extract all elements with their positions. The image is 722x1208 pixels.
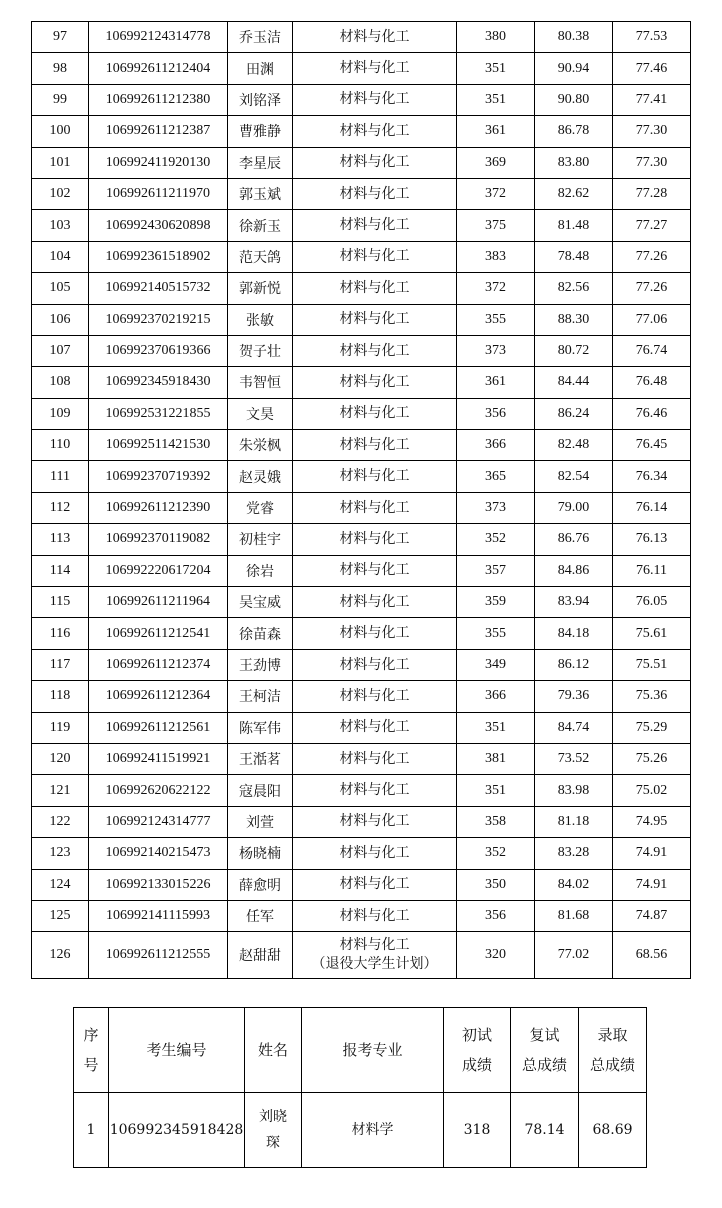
cell-retest-score: 79.00 — [535, 492, 613, 523]
cell-name: 曹雅静 — [228, 116, 293, 147]
cell-initial-score: 366 — [457, 430, 535, 461]
table-row — [32, 649, 691, 680]
cell-name: 吴宝威 — [228, 587, 293, 618]
cell-total-score: 77.28 — [613, 178, 691, 209]
cell-total-score: 75.51 — [613, 649, 691, 680]
table-row — [32, 178, 691, 209]
table-row — [32, 335, 691, 366]
cell-total-score: 76.48 — [613, 367, 691, 398]
cell-no: 113 — [32, 524, 89, 555]
cell-name: 范天鸽 — [228, 241, 293, 272]
cell-major: 材料与化工 — [293, 335, 457, 366]
cell-initial-score: 361 — [457, 367, 535, 398]
cell-initial-score: 351 — [457, 712, 535, 743]
cell-name: 文昊 — [228, 398, 293, 429]
cell-no: 114 — [32, 555, 89, 586]
cell-id: 106992411519921 — [89, 743, 228, 774]
cell-major: 材料与化工 — [293, 743, 457, 774]
cell-initial-score: 381 — [457, 743, 535, 774]
cell-initial-score: 355 — [457, 618, 535, 649]
cell-initial-score: 355 — [457, 304, 535, 335]
cell-major: 材料与化工 — [293, 304, 457, 335]
cell-name: 朱泶枫 — [228, 430, 293, 461]
cell-no: 120 — [32, 743, 89, 774]
cell-initial-score: 349 — [457, 649, 535, 680]
cell-name: 田渊 — [228, 53, 293, 84]
table-row — [32, 241, 691, 272]
cell-retest-score: 84.44 — [535, 367, 613, 398]
cell-retest-score: 73.52 — [535, 743, 613, 774]
cell-major: 材料与化工 — [293, 775, 457, 806]
cell-name: 寇晨阳 — [228, 775, 293, 806]
table-row — [32, 900, 691, 931]
cell-initial-score: 373 — [457, 335, 535, 366]
cell-no: 103 — [32, 210, 89, 241]
cell-total-score: 68.56 — [613, 932, 691, 979]
cell-name: 李星辰 — [228, 147, 293, 178]
cell-name: 张敏 — [228, 304, 293, 335]
cell-id: 106992124314777 — [89, 806, 228, 837]
cell-total-score: 77.41 — [613, 84, 691, 115]
header-row — [74, 1008, 647, 1093]
cell-name: 杨晓楠 — [228, 838, 293, 869]
table-row — [32, 712, 691, 743]
cell-major: 材料与化工 — [293, 398, 457, 429]
cell-major: 材料与化工 — [293, 900, 457, 931]
table-row — [32, 430, 691, 461]
cell-id: 106992370719392 — [89, 461, 228, 492]
cell-id: 106992531221855 — [89, 398, 228, 429]
cell-name: 徐苗森 — [228, 618, 293, 649]
cell-retest-score: 82.48 — [535, 430, 613, 461]
cell-total-score: 76.34 — [613, 461, 691, 492]
cell-initial-score: 366 — [457, 681, 535, 712]
cell-initial-score: 357 — [457, 555, 535, 586]
cell-major: 材料与化工 — [293, 649, 457, 680]
cell-no: 124 — [32, 869, 89, 900]
cell-retest-score: 86.12 — [535, 649, 613, 680]
cell-major: 材料与化工 — [293, 806, 457, 837]
cell-total-score: 76.11 — [613, 555, 691, 586]
cell-id: 106992140515732 — [89, 273, 228, 304]
table-row — [32, 681, 691, 712]
cell-total-score: 68.69 — [579, 1093, 647, 1168]
cell-name: 郭玉斌 — [228, 178, 293, 209]
table-row — [32, 492, 691, 523]
cell-initial-score: 372 — [457, 178, 535, 209]
cell-total-score: 77.06 — [613, 304, 691, 335]
cell-id: 106992370619366 — [89, 335, 228, 366]
cell-retest-score: 90.94 — [535, 53, 613, 84]
header-total-score: 录取 总成绩 — [579, 1008, 647, 1093]
cell-no: 101 — [32, 147, 89, 178]
cell-retest-score: 78.48 — [535, 241, 613, 272]
cell-id: 106992511421530 — [89, 430, 228, 461]
cell-initial-score: 351 — [457, 775, 535, 806]
admission-score-table-body — [32, 22, 691, 979]
cell-name: 任军 — [228, 900, 293, 931]
table-row — [32, 210, 691, 241]
cell-no: 106 — [32, 304, 89, 335]
cell-retest-score: 78.14 — [511, 1093, 579, 1168]
header-retest-score: 复试 总成绩 — [511, 1008, 579, 1093]
cell-initial-score: 373 — [457, 492, 535, 523]
cell-name: 赵灵娥 — [228, 461, 293, 492]
cell-retest-score: 80.72 — [535, 335, 613, 366]
cell-name: 党睿 — [228, 492, 293, 523]
cell-major: 材料与化工 — [293, 524, 457, 555]
cell-total-score: 76.74 — [613, 335, 691, 366]
cell-retest-score: 81.18 — [535, 806, 613, 837]
cell-id: 106992611212404 — [89, 53, 228, 84]
cell-total-score: 75.36 — [613, 681, 691, 712]
cell-no: 108 — [32, 367, 89, 398]
cell-retest-score: 81.68 — [535, 900, 613, 931]
table-row — [32, 555, 691, 586]
cell-retest-score: 84.02 — [535, 869, 613, 900]
cell-total-score: 75.26 — [613, 743, 691, 774]
cell-major: 材料与化工 — [293, 178, 457, 209]
cell-major: 材料与化工 — [293, 555, 457, 586]
cell-id: 106992611212364 — [89, 681, 228, 712]
table-row — [32, 398, 691, 429]
table-row — [32, 775, 691, 806]
cell-id: 106992411920130 — [89, 147, 228, 178]
cell-retest-score: 83.80 — [535, 147, 613, 178]
table-row — [32, 461, 691, 492]
cell-total-score: 74.91 — [613, 838, 691, 869]
cell-name: 王劲博 — [228, 649, 293, 680]
cell-name: 刘铭泽 — [228, 84, 293, 115]
cell-major: 材料与化工 — [293, 492, 457, 523]
cell-no: 122 — [32, 806, 89, 837]
cell-major: 材料与化工 — [293, 116, 457, 147]
cell-name: 王柯洁 — [228, 681, 293, 712]
table-row — [32, 367, 691, 398]
cell-retest-score: 90.80 — [535, 84, 613, 115]
cell-initial-score: 380 — [457, 22, 535, 53]
cell-retest-score: 86.76 — [535, 524, 613, 555]
cell-id: 106992611212541 — [89, 618, 228, 649]
cell-major: 材料与化工 — [293, 587, 457, 618]
cell-id: 106992611211964 — [89, 587, 228, 618]
cell-initial-score: 352 — [457, 524, 535, 555]
cell-no: 119 — [32, 712, 89, 743]
cell-major: 材料与化工 — [293, 869, 457, 900]
cell-no: 107 — [32, 335, 89, 366]
cell-no: 118 — [32, 681, 89, 712]
cell-total-score: 76.14 — [613, 492, 691, 523]
cell-initial-score: 351 — [457, 53, 535, 84]
table-row — [32, 524, 691, 555]
cell-no: 110 — [32, 430, 89, 461]
table-row — [32, 273, 691, 304]
cell-retest-score: 80.38 — [535, 22, 613, 53]
cell-major: 材料与化工 — [293, 210, 457, 241]
table-row — [32, 116, 691, 147]
cell-no: 99 — [32, 84, 89, 115]
cell-name: 初桂宇 — [228, 524, 293, 555]
cell-no: 125 — [32, 900, 89, 931]
cell-id: 106992430620898 — [89, 210, 228, 241]
cell-total-score: 76.05 — [613, 587, 691, 618]
cell-major: 材料与化工 — [293, 241, 457, 272]
cell-id: 106992611211970 — [89, 178, 228, 209]
cell-no: 1 — [74, 1093, 109, 1168]
cell-major: 材料与化工 — [293, 838, 457, 869]
cell-retest-score: 82.54 — [535, 461, 613, 492]
cell-id: 106992345918428 — [109, 1093, 245, 1168]
cell-id: 106992370119082 — [89, 524, 228, 555]
cell-major: 材料与化工 — [293, 430, 457, 461]
cell-no: 121 — [32, 775, 89, 806]
cell-major: 材料与化工 — [293, 147, 457, 178]
cell-retest-score: 88.30 — [535, 304, 613, 335]
cell-initial-score: 369 — [457, 147, 535, 178]
cell-id: 106992133015226 — [89, 869, 228, 900]
cell-retest-score: 79.36 — [535, 681, 613, 712]
header-id: 考生编号 — [109, 1008, 245, 1093]
cell-no: 104 — [32, 241, 89, 272]
cell-id: 106992361518902 — [89, 241, 228, 272]
cell-no: 100 — [32, 116, 89, 147]
cell-id: 106992345918430 — [89, 367, 228, 398]
cell-initial-score: 352 — [457, 838, 535, 869]
cell-total-score: 77.30 — [613, 147, 691, 178]
table-row — [32, 304, 691, 335]
cell-retest-score: 84.74 — [535, 712, 613, 743]
cell-total-score: 77.26 — [613, 241, 691, 272]
cell-name: 陈军伟 — [228, 712, 293, 743]
cell-initial-score: 356 — [457, 398, 535, 429]
cell-initial-score: 372 — [457, 273, 535, 304]
cell-retest-score: 86.24 — [535, 398, 613, 429]
cell-name: 贺子壮 — [228, 335, 293, 366]
cell-no: 112 — [32, 492, 89, 523]
cell-major: 材料与化工 — [293, 367, 457, 398]
cell-id: 106992140215473 — [89, 838, 228, 869]
table-row — [32, 22, 691, 53]
cell-retest-score: 84.86 — [535, 555, 613, 586]
cell-initial-score: 350 — [457, 869, 535, 900]
cell-name: 郭新悦 — [228, 273, 293, 304]
cell-total-score: 77.46 — [613, 53, 691, 84]
cell-no: 111 — [32, 461, 89, 492]
cell-total-score: 76.13 — [613, 524, 691, 555]
table-row — [32, 743, 691, 774]
cell-major: 材料与化工 — [293, 22, 457, 53]
cell-no: 116 — [32, 618, 89, 649]
cell-major: 材料与化工 — [293, 461, 457, 492]
cell-retest-score: 83.98 — [535, 775, 613, 806]
cell-no: 115 — [32, 587, 89, 618]
table-row — [32, 869, 691, 900]
cell-total-score: 76.45 — [613, 430, 691, 461]
table-row — [32, 147, 691, 178]
cell-initial-score: 361 — [457, 116, 535, 147]
cell-initial-score: 320 — [457, 932, 535, 979]
cell-total-score: 75.02 — [613, 775, 691, 806]
table-row — [74, 1093, 647, 1168]
cell-total-score: 74.91 — [613, 869, 691, 900]
cell-total-score: 74.87 — [613, 900, 691, 931]
cell-total-score: 74.95 — [613, 806, 691, 837]
cell-major: 材料与化工 （退役大学生计划） — [293, 932, 457, 979]
cell-retest-score: 86.78 — [535, 116, 613, 147]
cell-initial-score: 359 — [457, 587, 535, 618]
cell-initial-score: 356 — [457, 900, 535, 931]
cell-no: 102 — [32, 178, 89, 209]
cell-no: 97 — [32, 22, 89, 53]
cell-retest-score: 82.56 — [535, 273, 613, 304]
cell-initial-score: 375 — [457, 210, 535, 241]
cell-total-score: 77.27 — [613, 210, 691, 241]
cell-total-score: 77.53 — [613, 22, 691, 53]
cell-major: 材料与化工 — [293, 712, 457, 743]
cell-major: 材料与化工 — [293, 273, 457, 304]
cell-no: 117 — [32, 649, 89, 680]
cell-major: 材料与化工 — [293, 681, 457, 712]
cell-name: 王湉茗 — [228, 743, 293, 774]
cell-total-score: 75.29 — [613, 712, 691, 743]
cell-id: 106992611212561 — [89, 712, 228, 743]
cell-initial-score: 351 — [457, 84, 535, 115]
cell-initial-score: 365 — [457, 461, 535, 492]
cell-id: 106992220617204 — [89, 555, 228, 586]
cell-id: 106992611212390 — [89, 492, 228, 523]
table-row — [32, 806, 691, 837]
cell-name: 赵甜甜 — [228, 932, 293, 979]
cell-no: 126 — [32, 932, 89, 979]
admission-score-table — [31, 21, 691, 979]
cell-no: 109 — [32, 398, 89, 429]
cell-name: 薛愈明 — [228, 869, 293, 900]
cell-total-score: 76.46 — [613, 398, 691, 429]
cell-name: 乔玉洁 — [228, 22, 293, 53]
cell-name: 徐岩 — [228, 555, 293, 586]
table-row — [32, 618, 691, 649]
table-row — [32, 838, 691, 869]
cell-id: 106992370219215 — [89, 304, 228, 335]
cell-name: 刘萱 — [228, 806, 293, 837]
cell-major: 材料与化工 — [293, 84, 457, 115]
cell-major: 材料与化工 — [293, 618, 457, 649]
header-no: 序 号 — [74, 1008, 109, 1093]
cell-initial-score: 383 — [457, 241, 535, 272]
cell-major: 材料与化工 — [293, 53, 457, 84]
cell-initial-score: 358 — [457, 806, 535, 837]
cell-total-score: 77.30 — [613, 116, 691, 147]
cell-no: 98 — [32, 53, 89, 84]
cell-id: 106992141115993 — [89, 900, 228, 931]
cell-name: 刘晓 琛 — [245, 1093, 302, 1168]
table-row — [32, 932, 691, 979]
cell-no: 105 — [32, 273, 89, 304]
header-name: 姓名 — [245, 1008, 302, 1093]
cell-id: 106992611212374 — [89, 649, 228, 680]
cell-retest-score: 83.28 — [535, 838, 613, 869]
cell-total-score: 77.26 — [613, 273, 691, 304]
cell-id: 106992611212555 — [89, 932, 228, 979]
cell-id: 106992620622122 — [89, 775, 228, 806]
cell-initial-score: 318 — [444, 1093, 511, 1168]
cell-name: 韦智恒 — [228, 367, 293, 398]
cell-id: 106992611212380 — [89, 84, 228, 115]
cell-no: 123 — [32, 838, 89, 869]
cell-id: 106992124314778 — [89, 22, 228, 53]
cell-retest-score: 77.02 — [535, 932, 613, 979]
table-row — [32, 53, 691, 84]
header-major: 报考专业 — [302, 1008, 444, 1093]
cell-name: 徐新玉 — [228, 210, 293, 241]
cell-retest-score: 83.94 — [535, 587, 613, 618]
cell-retest-score: 82.62 — [535, 178, 613, 209]
table-row — [32, 84, 691, 115]
cell-retest-score: 81.48 — [535, 210, 613, 241]
cell-major: 材料学 — [302, 1093, 444, 1168]
table-row — [32, 587, 691, 618]
cell-retest-score: 84.18 — [535, 618, 613, 649]
cell-id: 106992611212387 — [89, 116, 228, 147]
second-score-table — [73, 1007, 647, 1168]
cell-total-score: 75.61 — [613, 618, 691, 649]
header-initial-score: 初试 成绩 — [444, 1008, 511, 1093]
